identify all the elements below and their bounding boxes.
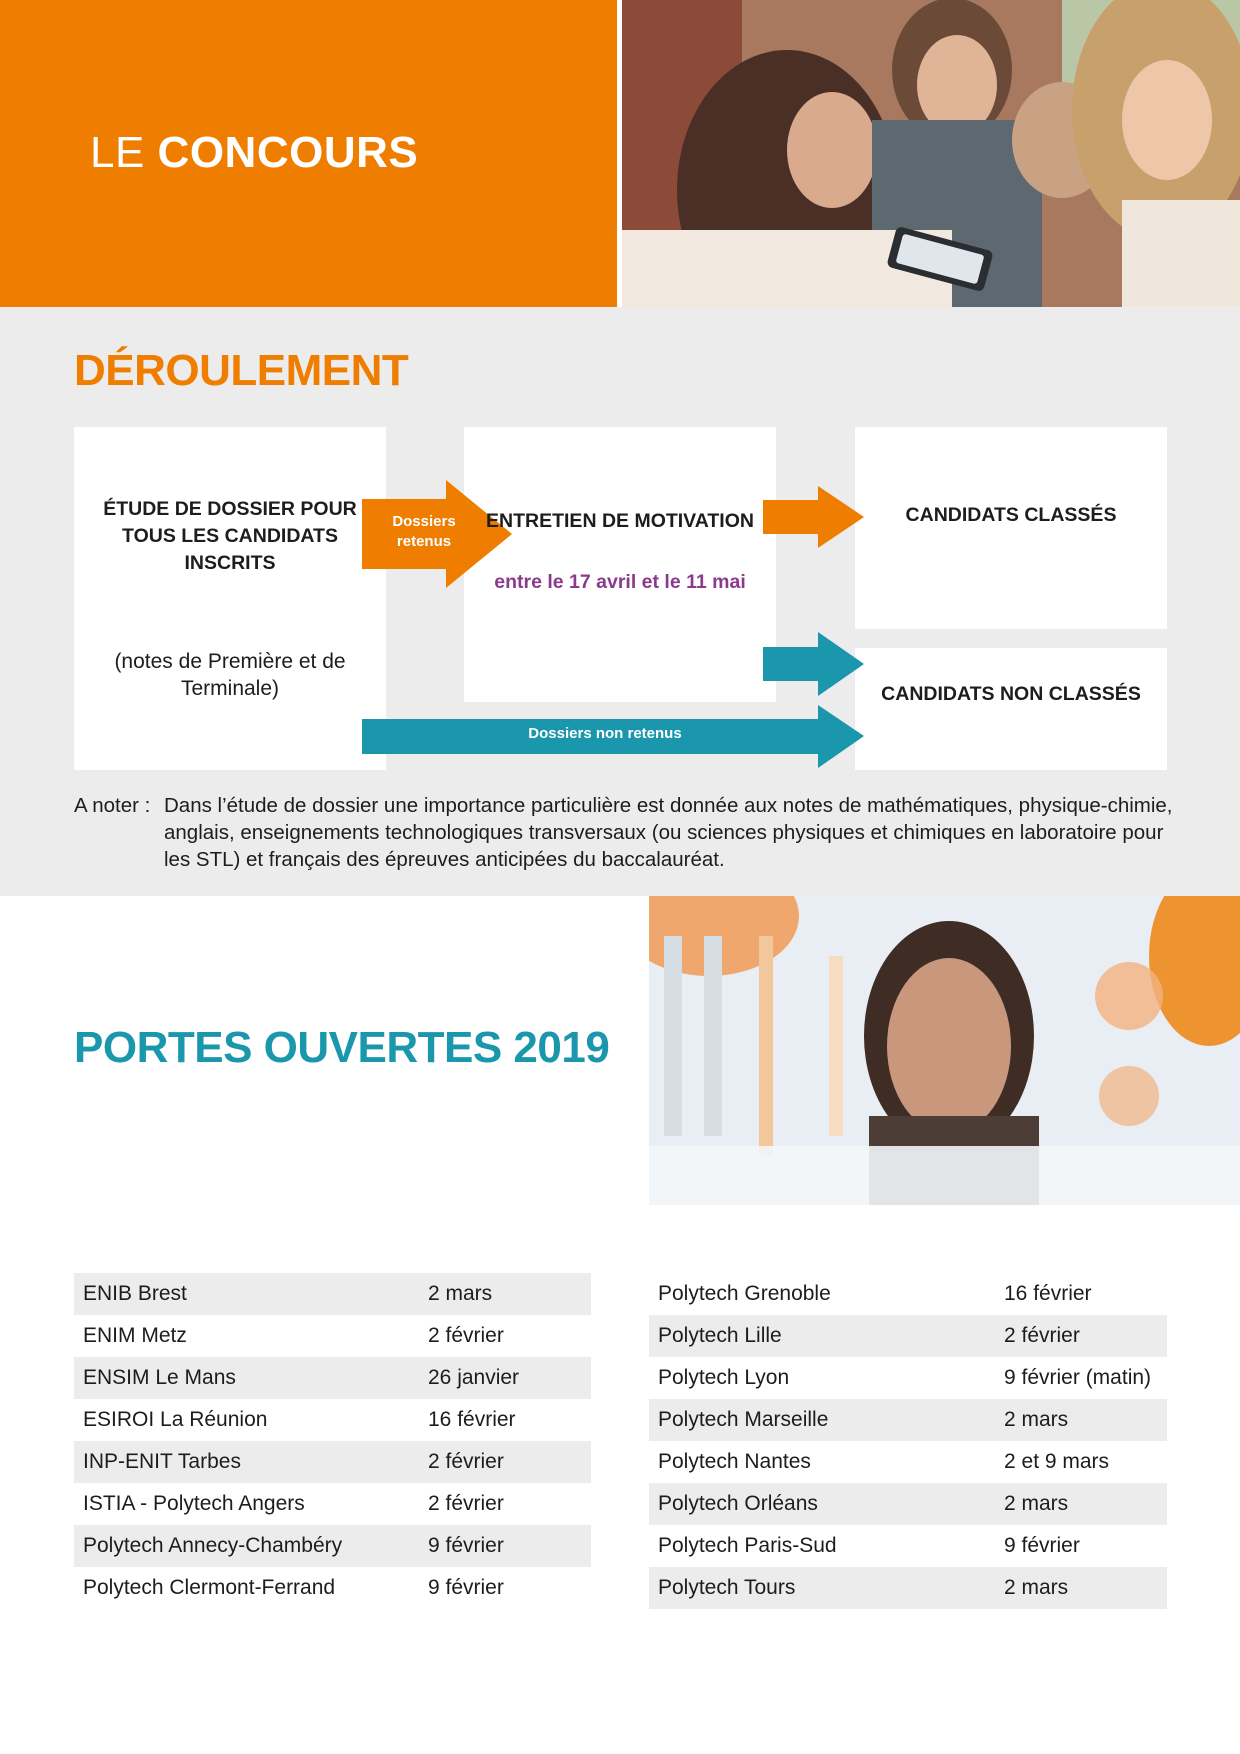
arrow-to-non-classes [763, 632, 864, 696]
arrow-to-classes [763, 486, 864, 548]
open-days-table-right [649, 1273, 1167, 1609]
school-name: Polytech Lille [649, 1315, 995, 1357]
school-name: ENSIM Le Mans [74, 1357, 419, 1399]
step-entretien-title: ENTRETIEN DE MOTIVATION [486, 510, 754, 532]
note-text: Dans l’étude de dossier une importance particulière est donnée aux notes de mathématiques, physique-chimie, anglais, enseignements technologiques transversaux (ou sciences physiques et chimiques en laboratoire pour les STL) et français des épreuves anticipées du baccalauréat. [164, 794, 1173, 871]
open-day-date: 16 février [1004, 1282, 1092, 1305]
table-row [649, 1273, 1167, 1315]
table-row [74, 1273, 591, 1315]
open-day-date: 2 mars [995, 1483, 1167, 1525]
table-row [649, 1357, 1167, 1399]
school-name: Polytech Annecy-Chambéry [74, 1525, 419, 1567]
step-entretien-dates: entre le 17 avril et le 11 mai [494, 571, 746, 593]
table-row [74, 1399, 591, 1441]
portes-ouvertes-title: PORTES OUVERTES 2019 [74, 1023, 610, 1072]
school-name: Polytech Grenoble [658, 1282, 831, 1305]
table-row [649, 1567, 1167, 1609]
open-day-date: 2 mars [419, 1273, 591, 1315]
school-name: Polytech Orléans [649, 1483, 995, 1525]
table-row [649, 1315, 1167, 1357]
note-label: A noter : [74, 794, 151, 817]
school-name: Polytech Nantes [658, 1450, 811, 1473]
open-day-date: 9 février [419, 1525, 591, 1567]
table-row [649, 1483, 1167, 1525]
step-dossier-title: ÉTUDE DE DOSSIER POUR TOUS LES CANDIDATS INSCRITS [103, 498, 357, 574]
school-name: Polytech Lyon [658, 1366, 790, 1389]
school-name: Polytech Clermont-Ferrand [83, 1576, 336, 1599]
arrow-dossiers-non-retenus-label: Dossiers non retenus [528, 725, 682, 742]
table-row [74, 1441, 591, 1483]
open-day-date: 9 février (matin) [1004, 1366, 1152, 1389]
page-title-bold: CONCOURS [157, 128, 419, 177]
school-name: Polytech Paris-Sud [658, 1534, 837, 1557]
step-dossier-note: (notes de Première et de Terminale) [114, 650, 346, 700]
open-days-table-left [74, 1273, 591, 1609]
table-row [649, 1399, 1167, 1441]
result-classes-title: CANDIDATS CLASSÉS [905, 504, 1117, 526]
open-day-date: 16 février [428, 1408, 516, 1431]
result-non-classes-title: CANDIDATS NON CLASSÉS [881, 683, 1141, 705]
open-day-date: 2 et 9 mars [1004, 1450, 1110, 1473]
open-day-date: 9 février [428, 1576, 504, 1599]
school-name: Polytech Marseille [649, 1399, 995, 1441]
open-day-date: 2 février [428, 1324, 504, 1347]
arrow-dossiers-retenus-label: Dossiers retenus [392, 513, 456, 550]
student-hud-photo [649, 896, 1240, 1205]
school-name: ENIB Brest [74, 1273, 419, 1315]
table-row [649, 1441, 1167, 1483]
table-row [74, 1483, 591, 1525]
school-name: INP-ENIT Tarbes [74, 1441, 419, 1483]
open-day-date: 2 mars [995, 1567, 1167, 1609]
open-day-date: 2 mars [995, 1399, 1167, 1441]
table-row [74, 1567, 591, 1609]
school-name: Polytech Tours [649, 1567, 995, 1609]
table-row [74, 1525, 591, 1567]
open-day-date: 2 février [428, 1492, 504, 1515]
open-day-date: 26 janvier [419, 1357, 591, 1399]
open-day-date: 2 février [419, 1441, 591, 1483]
school-name: ISTIA - Polytech Angers [83, 1492, 305, 1515]
page-title-light: LE [90, 128, 158, 177]
table-row [74, 1315, 591, 1357]
table-row [74, 1357, 591, 1399]
school-name: ENIM Metz [83, 1324, 187, 1347]
open-day-date: 2 février [995, 1315, 1167, 1357]
table-row [649, 1525, 1167, 1567]
deroulement-title: DÉROULEMENT [74, 346, 409, 395]
school-name: ESIROI La Réunion [83, 1408, 268, 1431]
open-day-date: 9 février [1004, 1534, 1080, 1557]
